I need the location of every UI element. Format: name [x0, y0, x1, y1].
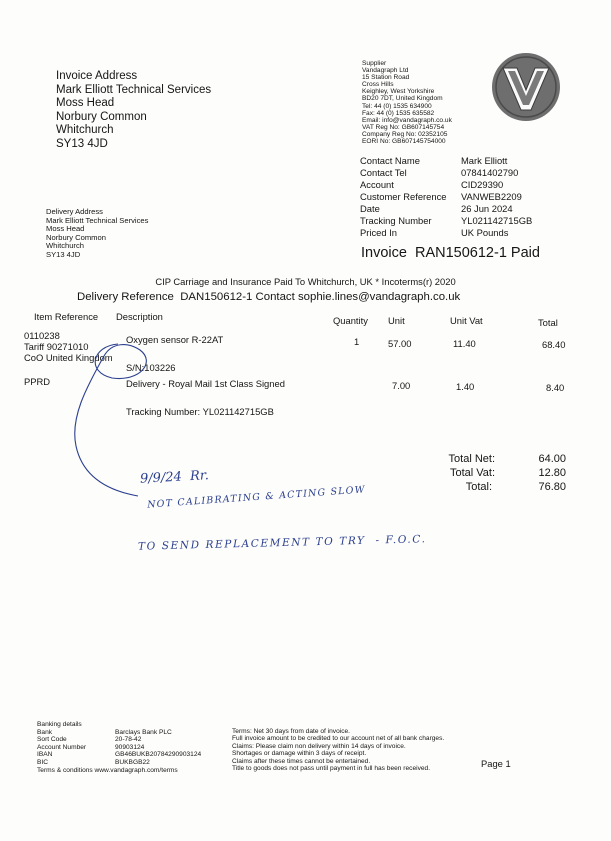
- bank-value: 20-78-42: [115, 736, 142, 744]
- terms-line: Shortages or damage within 3 days of receipt.: [232, 750, 367, 758]
- handwritten-note-date: 9/9/24 Rr.: [139, 468, 210, 487]
- supplier-line: BD20 7DT, United Kingdom: [362, 95, 443, 103]
- invoice-address-line: Moss Head: [56, 97, 115, 109]
- supplier-line: Cross Hills: [362, 81, 394, 89]
- total-vat-label: Total Vat:: [449, 467, 495, 479]
- supplier-line: 15 Station Road: [362, 74, 410, 82]
- terms-block: [232, 728, 444, 772]
- terms-line: Claims: Please claim non delivery within 14 days of invoice.: [232, 742, 406, 750]
- invoice-address-heading: Invoice Address: [56, 70, 138, 82]
- terms-line: Title to goods does not pass until payment in full has been received.: [232, 765, 431, 773]
- detail-value: VANWEB2209: [461, 191, 522, 202]
- detail-label: Tracking Number: [360, 215, 432, 226]
- col-header-quantity: Quantity: [333, 315, 368, 326]
- supplier-line: Fax: 44 (0) 1535 635582: [362, 109, 435, 117]
- bank-value: 90903124: [115, 743, 145, 751]
- delivery-address-line: SY13 4JD: [46, 249, 81, 259]
- detail-label: Account: [360, 179, 394, 190]
- invoice-address-line: Whitchurch: [56, 124, 114, 136]
- delivery-reference: Delivery Reference DAN150612-1 Contact sophie.lines@vandagraph.co.uk: [77, 291, 461, 303]
- delivery-address-line: Moss Head: [46, 224, 85, 234]
- row1-description: Oxygen sensor R-22AT: [126, 334, 224, 345]
- supplier-line: Tel: 44 (0) 1535 634900: [362, 102, 432, 110]
- terms-line: Claims after these times cannot be entertained.: [232, 757, 371, 765]
- delivery-address-line: Mark Elliott Technical Services: [46, 215, 149, 225]
- delivery-address-line: Delivery Address: [46, 207, 103, 216]
- detail-label: Contact Name: [360, 155, 420, 166]
- detail-value: 26 Jun 2024: [461, 203, 513, 214]
- supplier-line: Vandagraph Ltd: [362, 67, 409, 75]
- row1-item-ref: 0110238: [24, 330, 60, 341]
- banking-heading: Banking details: [37, 721, 82, 728]
- detail-value: Mark Elliott: [461, 155, 508, 166]
- supplier-line: Email: info@vandagraph.co.uk: [362, 116, 452, 124]
- col-header-unit: Unit: [388, 315, 405, 326]
- supplier-line: Company Reg No: 02352105: [362, 130, 448, 138]
- banking-values: [115, 729, 201, 766]
- supplier-line: Supplier: [362, 60, 387, 67]
- invoice-address-line: Norbury Common: [56, 110, 147, 123]
- row1-total: 68.40: [542, 339, 566, 350]
- col-header-unit-vat: Unit Vat: [450, 315, 483, 326]
- supplier-line: EORI No: GB607145754000: [362, 138, 446, 146]
- row2-total: 8.40: [546, 382, 565, 393]
- invoice-address-line: Mark Elliott Technical Services: [56, 83, 212, 96]
- terms-link[interactable]: Terms & conditions www.vandagraph.com/terms: [37, 767, 178, 774]
- invoice-title: Invoice RAN150612-1 Paid: [361, 245, 540, 261]
- detail-label: Contact Tel: [360, 167, 407, 178]
- invoice-address-line: SY13 4JD: [56, 137, 108, 150]
- terms-line: Full invoice amount to be credited to our account net of all bank charges.: [232, 735, 445, 743]
- total-vat-value: 12.80: [538, 467, 566, 479]
- detail-value: CID29390: [461, 179, 504, 190]
- total-value: 76.80: [538, 481, 566, 493]
- total-net-value: 64.00: [538, 453, 566, 465]
- bank-value: GB46BUKB20784290903124: [115, 751, 202, 759]
- detail-label: Date: [360, 203, 380, 214]
- bank-label: Sort Code: [37, 736, 67, 744]
- row2-item-ref: PPRD: [24, 376, 51, 387]
- terms-line: Terms: Net 30 days from date of invoice.: [232, 728, 351, 735]
- detail-label: Priced In: [360, 227, 397, 238]
- row1-serial: S/N:103226: [126, 362, 176, 373]
- row2-unit: 7.00: [392, 380, 411, 391]
- supplier-line: VAT Reg No: GB607145754: [362, 123, 445, 131]
- col-header-total: Total: [538, 317, 558, 328]
- bank-label: Account Number: [37, 743, 87, 751]
- detail-value: YL021142715GB: [461, 215, 533, 226]
- row2-unit-vat: 1.40: [456, 381, 475, 392]
- total-net-label: Total Net:: [448, 453, 495, 465]
- bank-label: Bank: [37, 729, 53, 736]
- page-number: Page 1: [481, 758, 511, 769]
- detail-value: 07841402790: [461, 167, 519, 178]
- detail-value: UK Pounds: [461, 227, 509, 238]
- incoterms: CIP Carriage and Insurance Paid To Whitchurch, UK * Incoterms(r) 2020: [155, 276, 456, 287]
- total-label: Total:: [465, 481, 492, 493]
- bank-label: BIC: [37, 758, 48, 766]
- handwritten-note-fault: NOT CALIBRATING & ACTING SLOW: [146, 484, 367, 511]
- delivery-address-line: Norbury Common: [46, 232, 106, 242]
- handwritten-note-action: TO SEND REPLACEMENT TO TRY - F.O.C.: [137, 533, 427, 553]
- row1-unit: 57.00: [388, 338, 412, 349]
- row1-coo: CoO United Kingdom: [24, 352, 113, 363]
- delivery-address-line: Whitchurch: [46, 241, 84, 251]
- bank-value: BUKBGB22: [115, 758, 150, 766]
- bank-label: IBAN: [37, 751, 53, 759]
- bank-value: Barclays Bank PLC: [115, 729, 172, 736]
- col-header-description: Description: [116, 311, 163, 322]
- row2-description: Delivery - Royal Mail 1st Class Signed: [126, 378, 285, 389]
- tracking-number-line: Tracking Number: YL021142715GB: [126, 406, 274, 417]
- row1-quantity: 1: [354, 336, 360, 347]
- banking-labels: [37, 729, 86, 766]
- row1-unit-vat: 11.40: [453, 338, 476, 349]
- supplier-line: Keighley, West Yorkshire: [362, 88, 435, 96]
- row1-tariff: Tariff 90271010: [24, 341, 89, 352]
- detail-label: Customer Reference: [360, 191, 447, 202]
- col-header-item-reference: Item Reference: [34, 311, 99, 322]
